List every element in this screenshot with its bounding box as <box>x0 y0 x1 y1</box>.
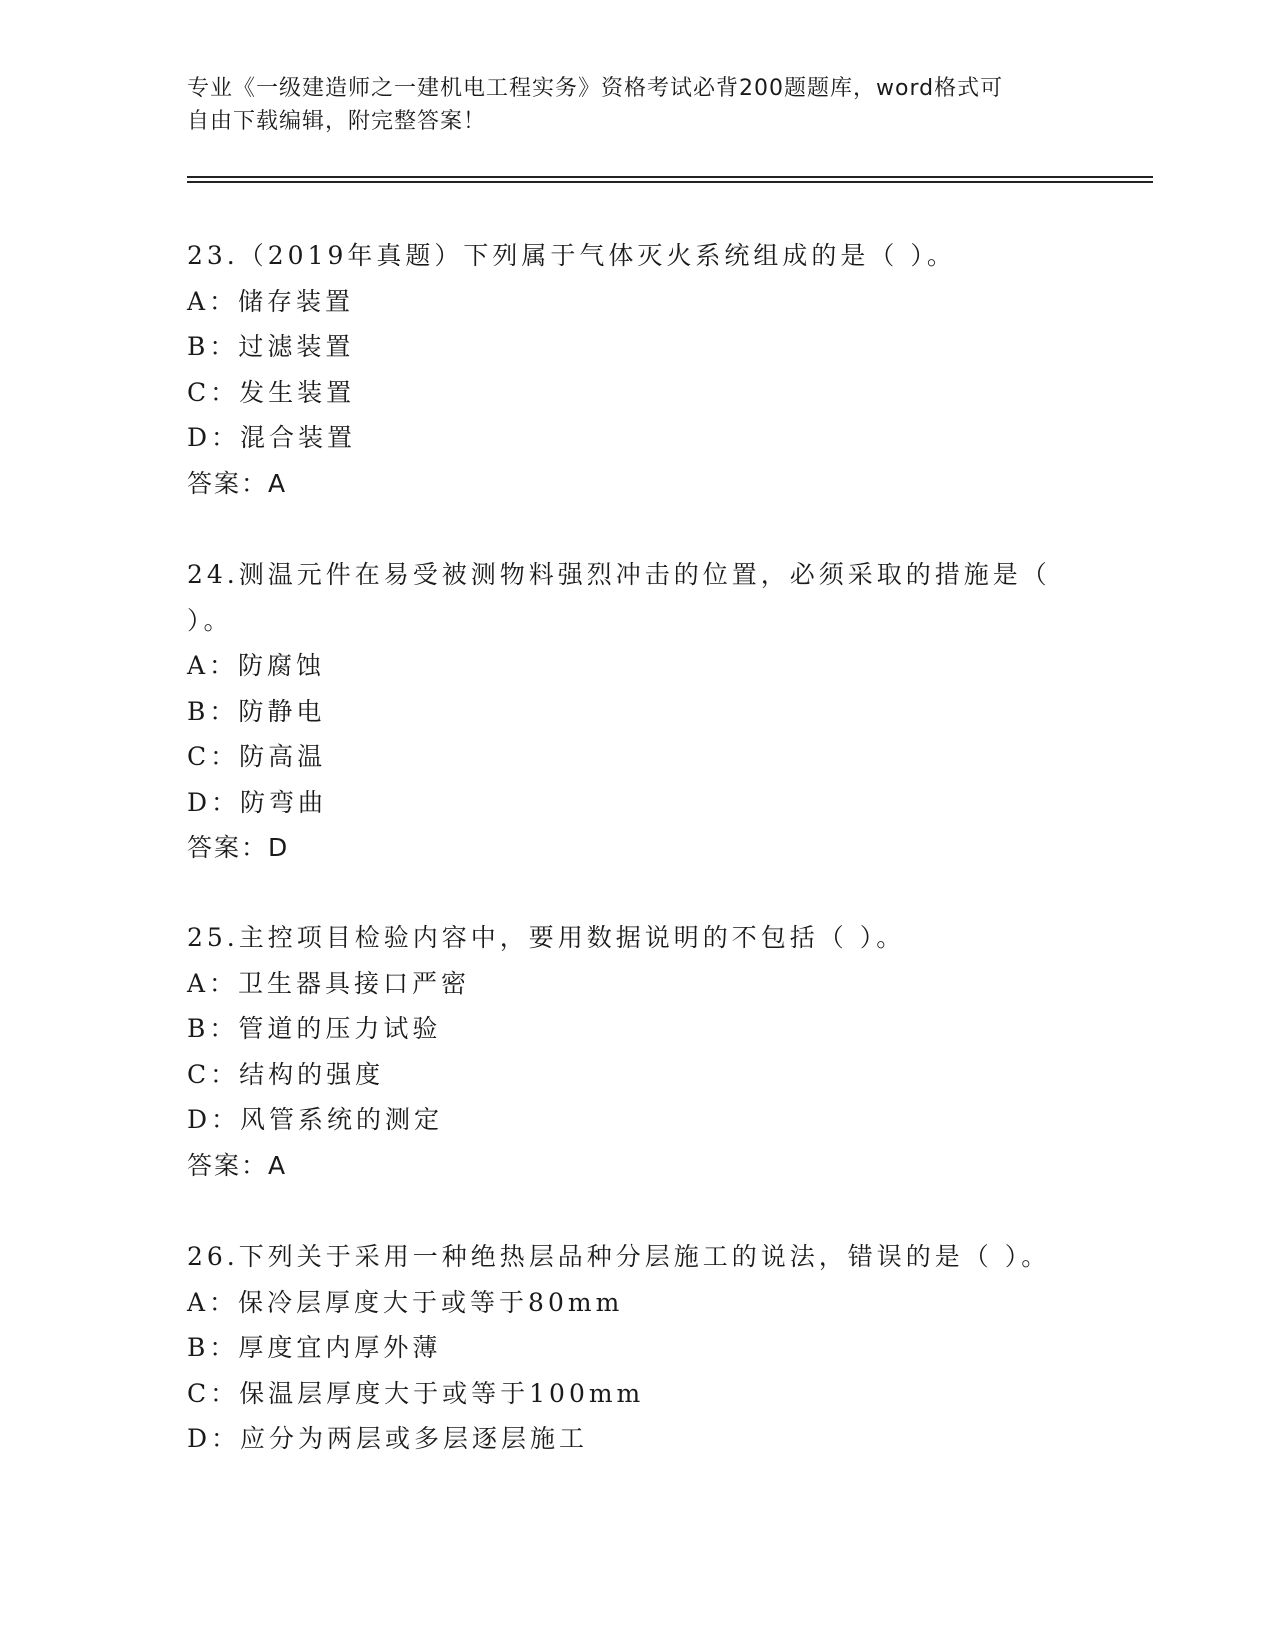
question-23 <box>187 233 1087 506</box>
question-stem-continued: ）。 <box>187 605 233 635</box>
option-a: A：防腐蚀 <box>187 651 326 680</box>
option-d: D：混合装置 <box>187 423 357 452</box>
option-b: B：防静电 <box>187 696 326 726</box>
header-divider-top <box>187 176 1153 178</box>
header-line-2: 自由下载编辑，附完整答案！ <box>187 109 487 134</box>
answer-line: 答案：A <box>187 468 288 498</box>
option-c: C：发生装置 <box>187 377 356 407</box>
answer-line: 答案：D <box>187 833 290 862</box>
question-stem: 26.下列关于采用一种绝热层品种分层施工的说法，错误的是（ ）。 <box>187 1242 1051 1271</box>
answer-line: 答案：A <box>187 1150 288 1180</box>
question-stem: 25.主控项目检验内容中，要用数据说明的不包括（ ）。 <box>187 923 906 952</box>
question-26 <box>187 1234 1087 1462</box>
header-line-1: 专业《一级建造师之一建机电工程实务》资格考试必背200题题库，word格式可 <box>187 76 1004 101</box>
question-25 <box>187 915 1087 1188</box>
option-a: A：卫生器具接口严密 <box>187 968 471 998</box>
question-stem: 24.测温元件在易受被测物料强烈冲击的位置，必须采取的措施是（ <box>187 560 1051 589</box>
document-header <box>187 72 1087 138</box>
question-stem: 23.（2019年真题）下列属于气体灭火系统组成的是（ ）。 <box>187 241 956 270</box>
option-a: A：储存装置 <box>187 286 355 316</box>
option-c: C：防高温 <box>187 742 327 771</box>
option-c: C：保温层厚度大于或等于100mm <box>187 1378 645 1408</box>
option-c: C：结构的强度 <box>187 1059 385 1089</box>
option-d: D：防弯曲 <box>187 787 328 817</box>
option-a: A：保冷层厚度大于或等于80mm <box>187 1287 624 1317</box>
question-24 <box>187 552 1087 871</box>
header-divider-bottom <box>187 181 1153 183</box>
option-b: B：过滤装置 <box>187 332 355 361</box>
option-b: B：管道的压力试验 <box>187 1014 442 1043</box>
option-d: D：风管系统的测定 <box>187 1105 444 1134</box>
option-b: B：厚度宜内厚外薄 <box>187 1333 442 1362</box>
option-d: D：应分为两层或多层逐层施工 <box>187 1424 589 1453</box>
